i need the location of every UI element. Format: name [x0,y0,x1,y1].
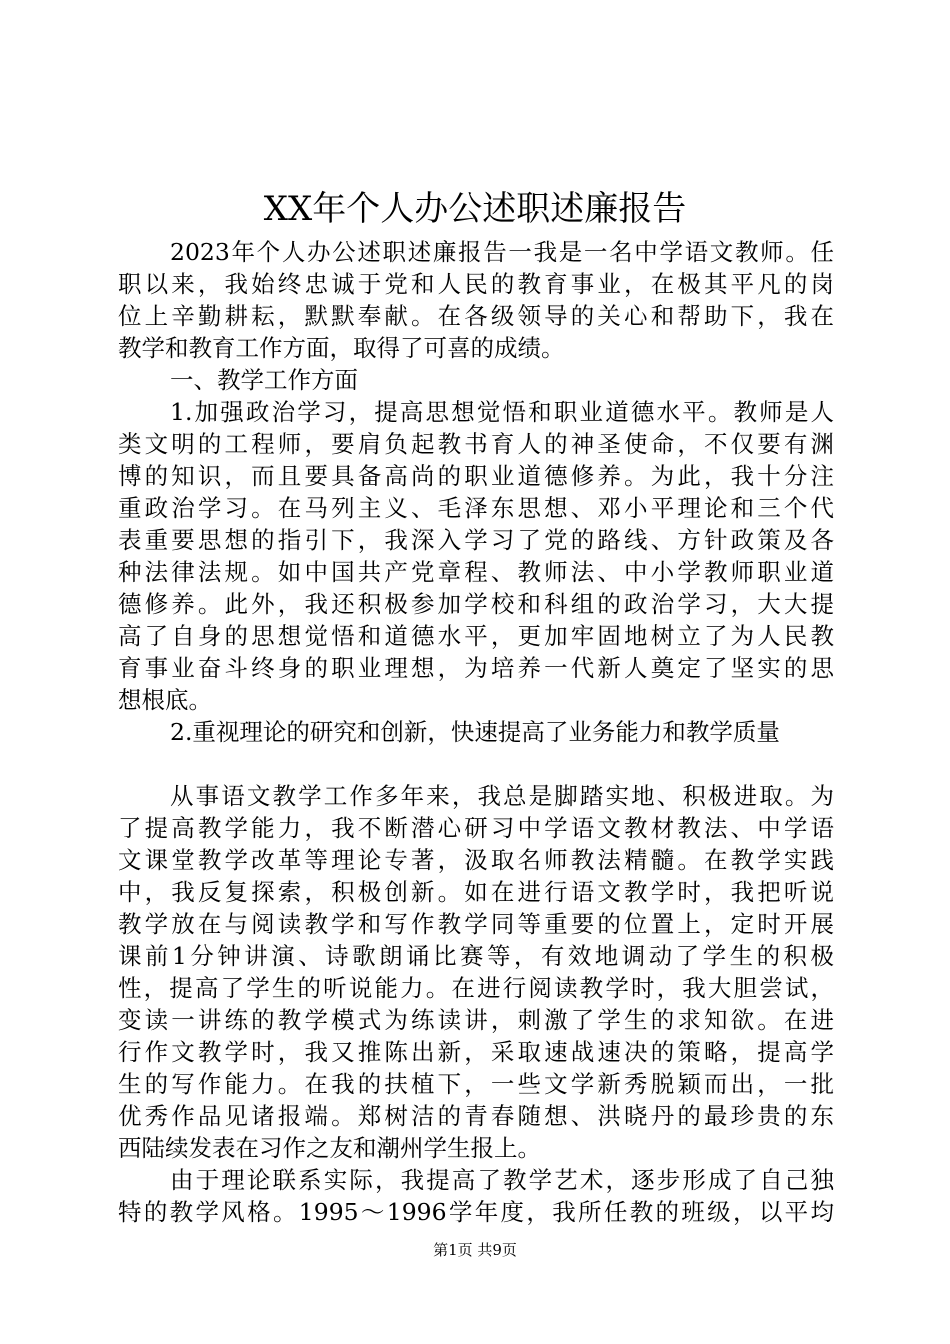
paragraph-line: 特的教学风格。1995～1996学年度，我所任教的班级，以平均 [118,1198,834,1226]
paragraph-line: 1.加强政治学习，提高思想觉悟和职业道德水平。教师是人 [170,398,834,426]
paragraph-line: 教学和教育工作方面，取得了可喜的成绩。 [118,334,565,362]
paragraph-line: 2023年个人办公述职述廉报告一我是一名中学语文教师。任 [170,238,834,266]
paragraph-line: 类文明的工程师，要肩负起教书育人的神圣使命，不仅要有渊 [118,430,834,458]
document-body [118,236,834,1228]
paragraph-line: 想根底。 [118,686,212,714]
section-heading: 一、教学工作方面 [170,366,358,394]
paragraph-line: 课前1分钟讲演、诗歌朗诵比赛等，有效地调动了学生的积极 [118,942,834,970]
paragraph-line: 性，提高了学生的听说能力。在进行阅读教学时，我大胆尝试， [118,974,834,1002]
paragraph-line: 由于理论联系实际，我提高了教学艺术，逐步形成了自己独 [170,1166,834,1194]
paragraph-line: 西陆续发表在习作之友和潮州学生报上。 [118,1134,541,1162]
paragraph-line: 教学放在与阅读教学和写作教学同等重要的位置上，定时开展 [118,910,834,938]
paragraph-line: 行作文教学时，我又推陈出新，采取速战速决的策略，提高学 [118,1038,834,1066]
paragraph-line: 重政治学习。在马列主义、毛泽东思想、邓小平理论和三个代 [118,494,834,522]
paragraph-line: 高了自身的思想觉悟和道德水平，更加牢固地树立了为人民教 [118,622,834,650]
section-heading: 2.重视理论的研究和创新，快速提高了业务能力和教学质量 [170,718,780,746]
paragraph-line: 位上辛勤耕耘，默默奉献。在各级领导的关心和帮助下，我在 [118,302,834,330]
blank-line [118,748,834,780]
paragraph-line: 表重要思想的指引下，我深入学习了党的路线、方针政策及各 [118,526,834,554]
paragraph-line: 变读一讲练的教学模式为练读讲，刺激了学生的求知欲。在进 [118,1006,834,1034]
paragraph-line: 从事语文教学工作多年来，我总是脚踏实地、积极进取。为 [170,782,834,810]
paragraph-line: 博的知识，而且要具备高尚的职业道德修养。为此，我十分注 [118,462,834,490]
paragraph-line: 育事业奋斗终身的职业理想，为培养一代新人奠定了坚实的思 [118,654,834,682]
paragraph-line: 德修养。此外，我还积极参加学校和科组的政治学习，大大提 [118,590,834,618]
paragraph-line: 生的写作能力。在我的扶植下，一些文学新秀脱颖而出，一批 [118,1070,834,1098]
document-title: XX年个人办公述职述廉报告 [263,189,687,229]
paragraph-line: 种法律法规。如中国共产党章程、教师法、中小学教师职业道 [118,558,834,586]
paragraph-line: 了提高教学能力，我不断潜心研习中学语文教材教法、中学语 [118,814,834,842]
paragraph-line: 优秀作品见诸报端。郑树洁的青春随想、洪晓丹的最珍贵的东 [118,1102,834,1130]
paragraph-line: 中，我反复探索，积极创新。如在进行语文教学时，我把听说 [118,878,834,906]
page-number-footer: 第1页 共9页 [433,1241,517,1259]
paragraph-line: 职以来，我始终忠诚于党和人民的教育事业，在极其平凡的岗 [118,270,834,298]
paragraph-line: 文课堂教学改革等理论专著，汲取名师教法精髓。在教学实践 [118,846,834,874]
